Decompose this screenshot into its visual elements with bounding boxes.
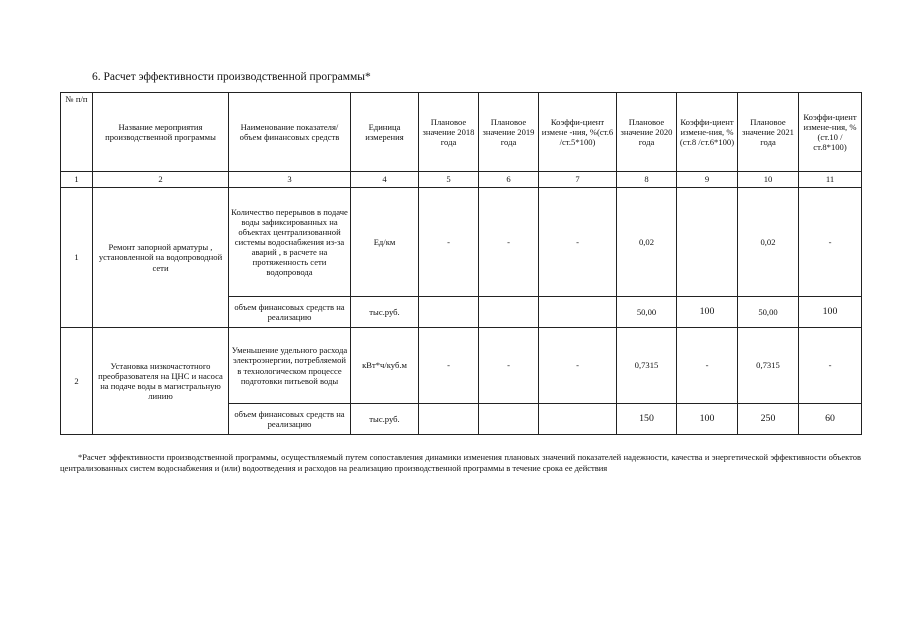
finance-name: объем финансовых средств на реализацию <box>229 404 351 435</box>
column-number: 3 <box>229 172 351 188</box>
value-2020: 150 <box>617 404 677 435</box>
header-cell: Плановое значение 2020 года <box>617 93 677 172</box>
header-cell: Плановое значение 2018 года <box>419 93 479 172</box>
value-2021: 0,7315 <box>738 328 799 404</box>
value-2018 <box>419 297 479 328</box>
coefficient-7 <box>539 297 617 328</box>
header-cell: Плановое значение 2021 года <box>738 93 799 172</box>
indicator-unit: кВт*ч/куб.м <box>351 328 419 404</box>
value-2018: - <box>419 188 479 297</box>
value-2018: - <box>419 328 479 404</box>
header-row <box>61 93 862 172</box>
finance-unit: тыс.руб. <box>351 404 419 435</box>
header-cell: Единица измерения <box>351 93 419 172</box>
coefficient-11: - <box>799 328 862 404</box>
value-2019: - <box>479 188 539 297</box>
coefficient-11: - <box>799 188 862 297</box>
value-2021: 250 <box>738 404 799 435</box>
indicator-name: Количество перерывов в подаче воды зафиксированных на объектах централизованной системы водоснабжения из-за аварий , в расчете на протяженность сети водопровода <box>229 188 351 297</box>
column-number: 5 <box>419 172 479 188</box>
measure-name: Ремонт запорной арматуры , установленной на водопроводной сети <box>93 188 229 328</box>
column-number: 8 <box>617 172 677 188</box>
value-2020: 50,00 <box>617 297 677 328</box>
finance-name: объем финансовых средств на реализацию <box>229 297 351 328</box>
coefficient-7 <box>539 404 617 435</box>
table-row <box>61 188 862 297</box>
coefficient-11: 100 <box>799 297 862 328</box>
value-2020: 0,7315 <box>617 328 677 404</box>
indicator-unit: Ед/км <box>351 188 419 297</box>
header-cell: Плановое значение 2019 года <box>479 93 539 172</box>
finance-unit: тыс.руб. <box>351 297 419 328</box>
coefficient-7: - <box>539 328 617 404</box>
value-2021: 50,00 <box>738 297 799 328</box>
column-number-row <box>61 172 862 188</box>
header-cell: Название мероприятия производственной программы <box>93 93 229 172</box>
value-2019: - <box>479 328 539 404</box>
coefficient-9: 100 <box>677 404 738 435</box>
column-number: 4 <box>351 172 419 188</box>
column-number: 7 <box>539 172 617 188</box>
column-number: 10 <box>738 172 799 188</box>
value-2018 <box>419 404 479 435</box>
row-number: 2 <box>61 328 93 435</box>
efficiency-table <box>60 92 862 435</box>
header-cell: Коэффи-циент измене -ния, %(ст.6 /ст.5*100) <box>539 93 617 172</box>
header-cell: Наименование показателя/ объем финансовых средств <box>229 93 351 172</box>
coefficient-9: - <box>677 328 738 404</box>
header-cell: Коэффи-циент измене-ния, % (ст.10 /ст.8*100) <box>799 93 862 172</box>
coefficient-7: - <box>539 188 617 297</box>
measure-name: Установка низкочастотного преобразователя на ЦНС и насоса на подаче воды в магистральную линию <box>93 328 229 435</box>
coefficient-9: 100 <box>677 297 738 328</box>
row-number: 1 <box>61 188 93 328</box>
value-2020: 0,02 <box>617 188 677 297</box>
column-number: 11 <box>799 172 862 188</box>
value-2019 <box>479 297 539 328</box>
header-cell: № п/п <box>61 93 93 172</box>
column-number: 9 <box>677 172 738 188</box>
header-cell: Коэффи-циент измене-ния, % (ст.8 /ст.6*100) <box>677 93 738 172</box>
table-row <box>61 328 862 404</box>
coefficient-9 <box>677 188 738 297</box>
column-number: 6 <box>479 172 539 188</box>
value-2019 <box>479 404 539 435</box>
column-number: 2 <box>93 172 229 188</box>
section-title: 6. Расчет эффективности производственной программы* <box>92 71 371 83</box>
value-2021: 0,02 <box>738 188 799 297</box>
indicator-name: Уменьшение удельного расхода электроэнергии, потребляемой в технологическом процессе подготовки питьевой воды <box>229 328 351 404</box>
footnote: *Расчет эффективности производственной программы, осуществляемый путем сопоставления динамики изменения плановых значений показателей надежности, качества и энергетической эффективности объектов централизованных систем водоснабжения и (или) водоотведения и расходов на реализацию производственной программы в течение срока ее действия <box>60 452 861 474</box>
coefficient-11: 60 <box>799 404 862 435</box>
column-number: 1 <box>61 172 93 188</box>
